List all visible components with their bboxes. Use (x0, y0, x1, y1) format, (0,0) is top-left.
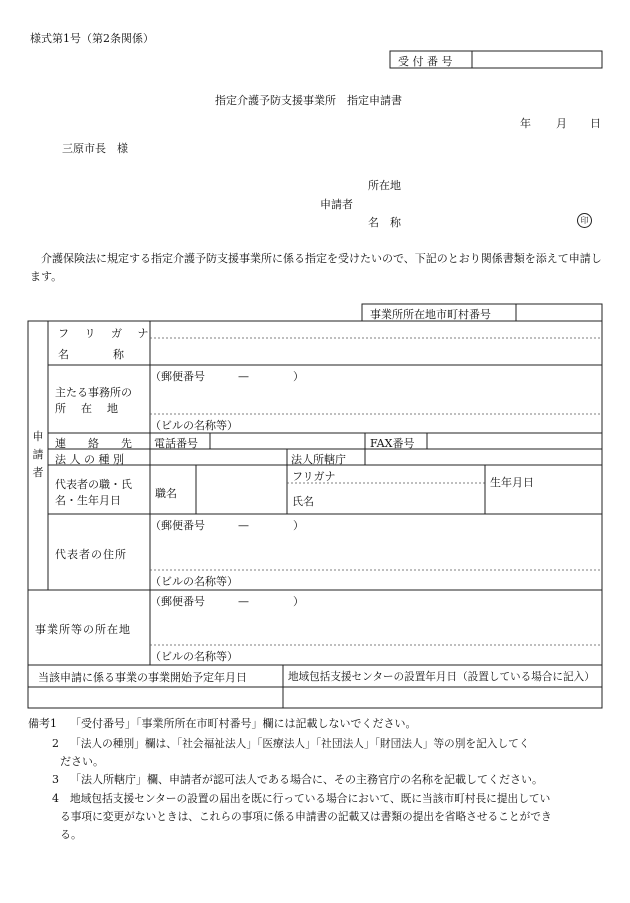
position-label: 職名 (155, 487, 177, 500)
furigana-input[interactable] (152, 323, 600, 337)
corp-authority-input[interactable] (367, 450, 600, 464)
fax-label: FAX番号 (370, 437, 415, 450)
receipt-number-label: 受 付 番 号 (398, 55, 453, 68)
position-input[interactable] (198, 467, 285, 512)
note-4-text-line1: 地域包括支援センターの設置の届出を既に行っている場合において、既に当該市町村長に提出してい (70, 792, 551, 805)
date-year-label: 年 (520, 117, 531, 130)
center-date-label: 地域包括支援センターの設置年月日（設置している場合に記入） (288, 671, 595, 683)
office-name-label: 名 称 (58, 348, 124, 361)
office-name-input[interactable] (152, 340, 600, 364)
note-2-text-line2: ださい。 (60, 755, 104, 768)
office-location-building[interactable]: （ビルの名称等） (150, 650, 238, 663)
applicant-label: 申請者 (320, 198, 353, 211)
side-label-text: 申請者 (32, 430, 44, 479)
center-date-input[interactable] (285, 688, 600, 707)
note-4-text-line2: る事項に変更がないときは、これらの事項に係る申請書の記載又は書類の提出を省略させることができ (60, 810, 552, 823)
birth-date-label: 生年月日 (490, 476, 534, 489)
note-1-number: 備考1 (28, 717, 57, 730)
phone-input[interactable] (212, 434, 363, 448)
corp-authority-label: 法人所轄庁 (291, 453, 346, 466)
addressee: 三原市長 様 (62, 142, 128, 155)
note-3-text: 「法人所轄庁」欄、申請者が認可法人である場合に、その主務官庁の名称を記載してください。 (70, 773, 543, 786)
seal-mark: 印 (577, 213, 592, 228)
phone-label: 電話番号 (154, 437, 198, 450)
main-office-building[interactable]: （ビルの名称等） (150, 419, 238, 432)
municipality-code-field[interactable] (518, 305, 601, 320)
corp-type-input[interactable] (152, 450, 285, 464)
corp-type-label: 法 人 の 種 別 (55, 453, 124, 466)
note-2-number: 2 (52, 737, 59, 750)
furigana-label: フ リ ガ ナ (58, 327, 155, 340)
start-date-label: 当該申請に係る事業の事業開始予定年月日 (38, 671, 247, 684)
main-office-postal[interactable]: （郵便番号 — ） (150, 370, 304, 383)
date-month-label: 月 (556, 117, 567, 130)
date-day-label: 日 (590, 117, 601, 130)
main-office-label-2: 所 在 地 (55, 402, 120, 415)
fax-input[interactable] (429, 434, 600, 448)
contact-label: 連 絡 先 (55, 437, 132, 450)
rep-address-building[interactable]: （ビルの名称等） (150, 575, 238, 588)
page-title: 指定介護予防支援事業所 指定申請書 (215, 94, 402, 107)
rep-label-1: 代表者の職・氏 (55, 478, 132, 491)
note-4-number: 4 (52, 792, 59, 805)
applicant-address-label: 所在地 (368, 179, 401, 192)
rep-label-2: 名・生年月日 (55, 494, 121, 507)
rep-name-label: 氏名 (292, 495, 314, 508)
note-2-text-line1: 「法人の種別」欄は、「社会福祉法人」「医療法人」「社団法人」「財団法人」等の別を記入してく (70, 737, 530, 750)
note-1-text: 「受付番号」「事業所所在市町村番号」欄には記載しないでください。 (70, 717, 417, 730)
municipality-code-label: 事業所所在地市町村番号 (370, 308, 491, 321)
applicant-name-label: 名 称 (368, 216, 401, 229)
rep-address-postal[interactable]: （郵便番号 — ） (150, 519, 304, 532)
note-3-number: 3 (52, 773, 59, 786)
form-number: 様式第1号（第2条関係） (30, 32, 154, 45)
office-location-postal[interactable]: （郵便番号 — ） (150, 595, 304, 608)
intro-text: 介護保険法に規定する指定介護予防支援事業所に係る指定を受けたいので、下記のとおり関係書類を添えて申請します。 (30, 252, 602, 283)
main-office-label-1: 主たる事務所の (55, 386, 132, 399)
start-date-input[interactable] (30, 688, 281, 707)
applicant-side-label (31, 428, 45, 482)
note-4-text-line3: る。 (60, 828, 82, 841)
office-location-label: 事業所等の所在地 (35, 623, 131, 636)
rep-furigana-label: フリガナ (292, 470, 336, 483)
rep-address-label: 代表者の住所 (55, 548, 127, 561)
